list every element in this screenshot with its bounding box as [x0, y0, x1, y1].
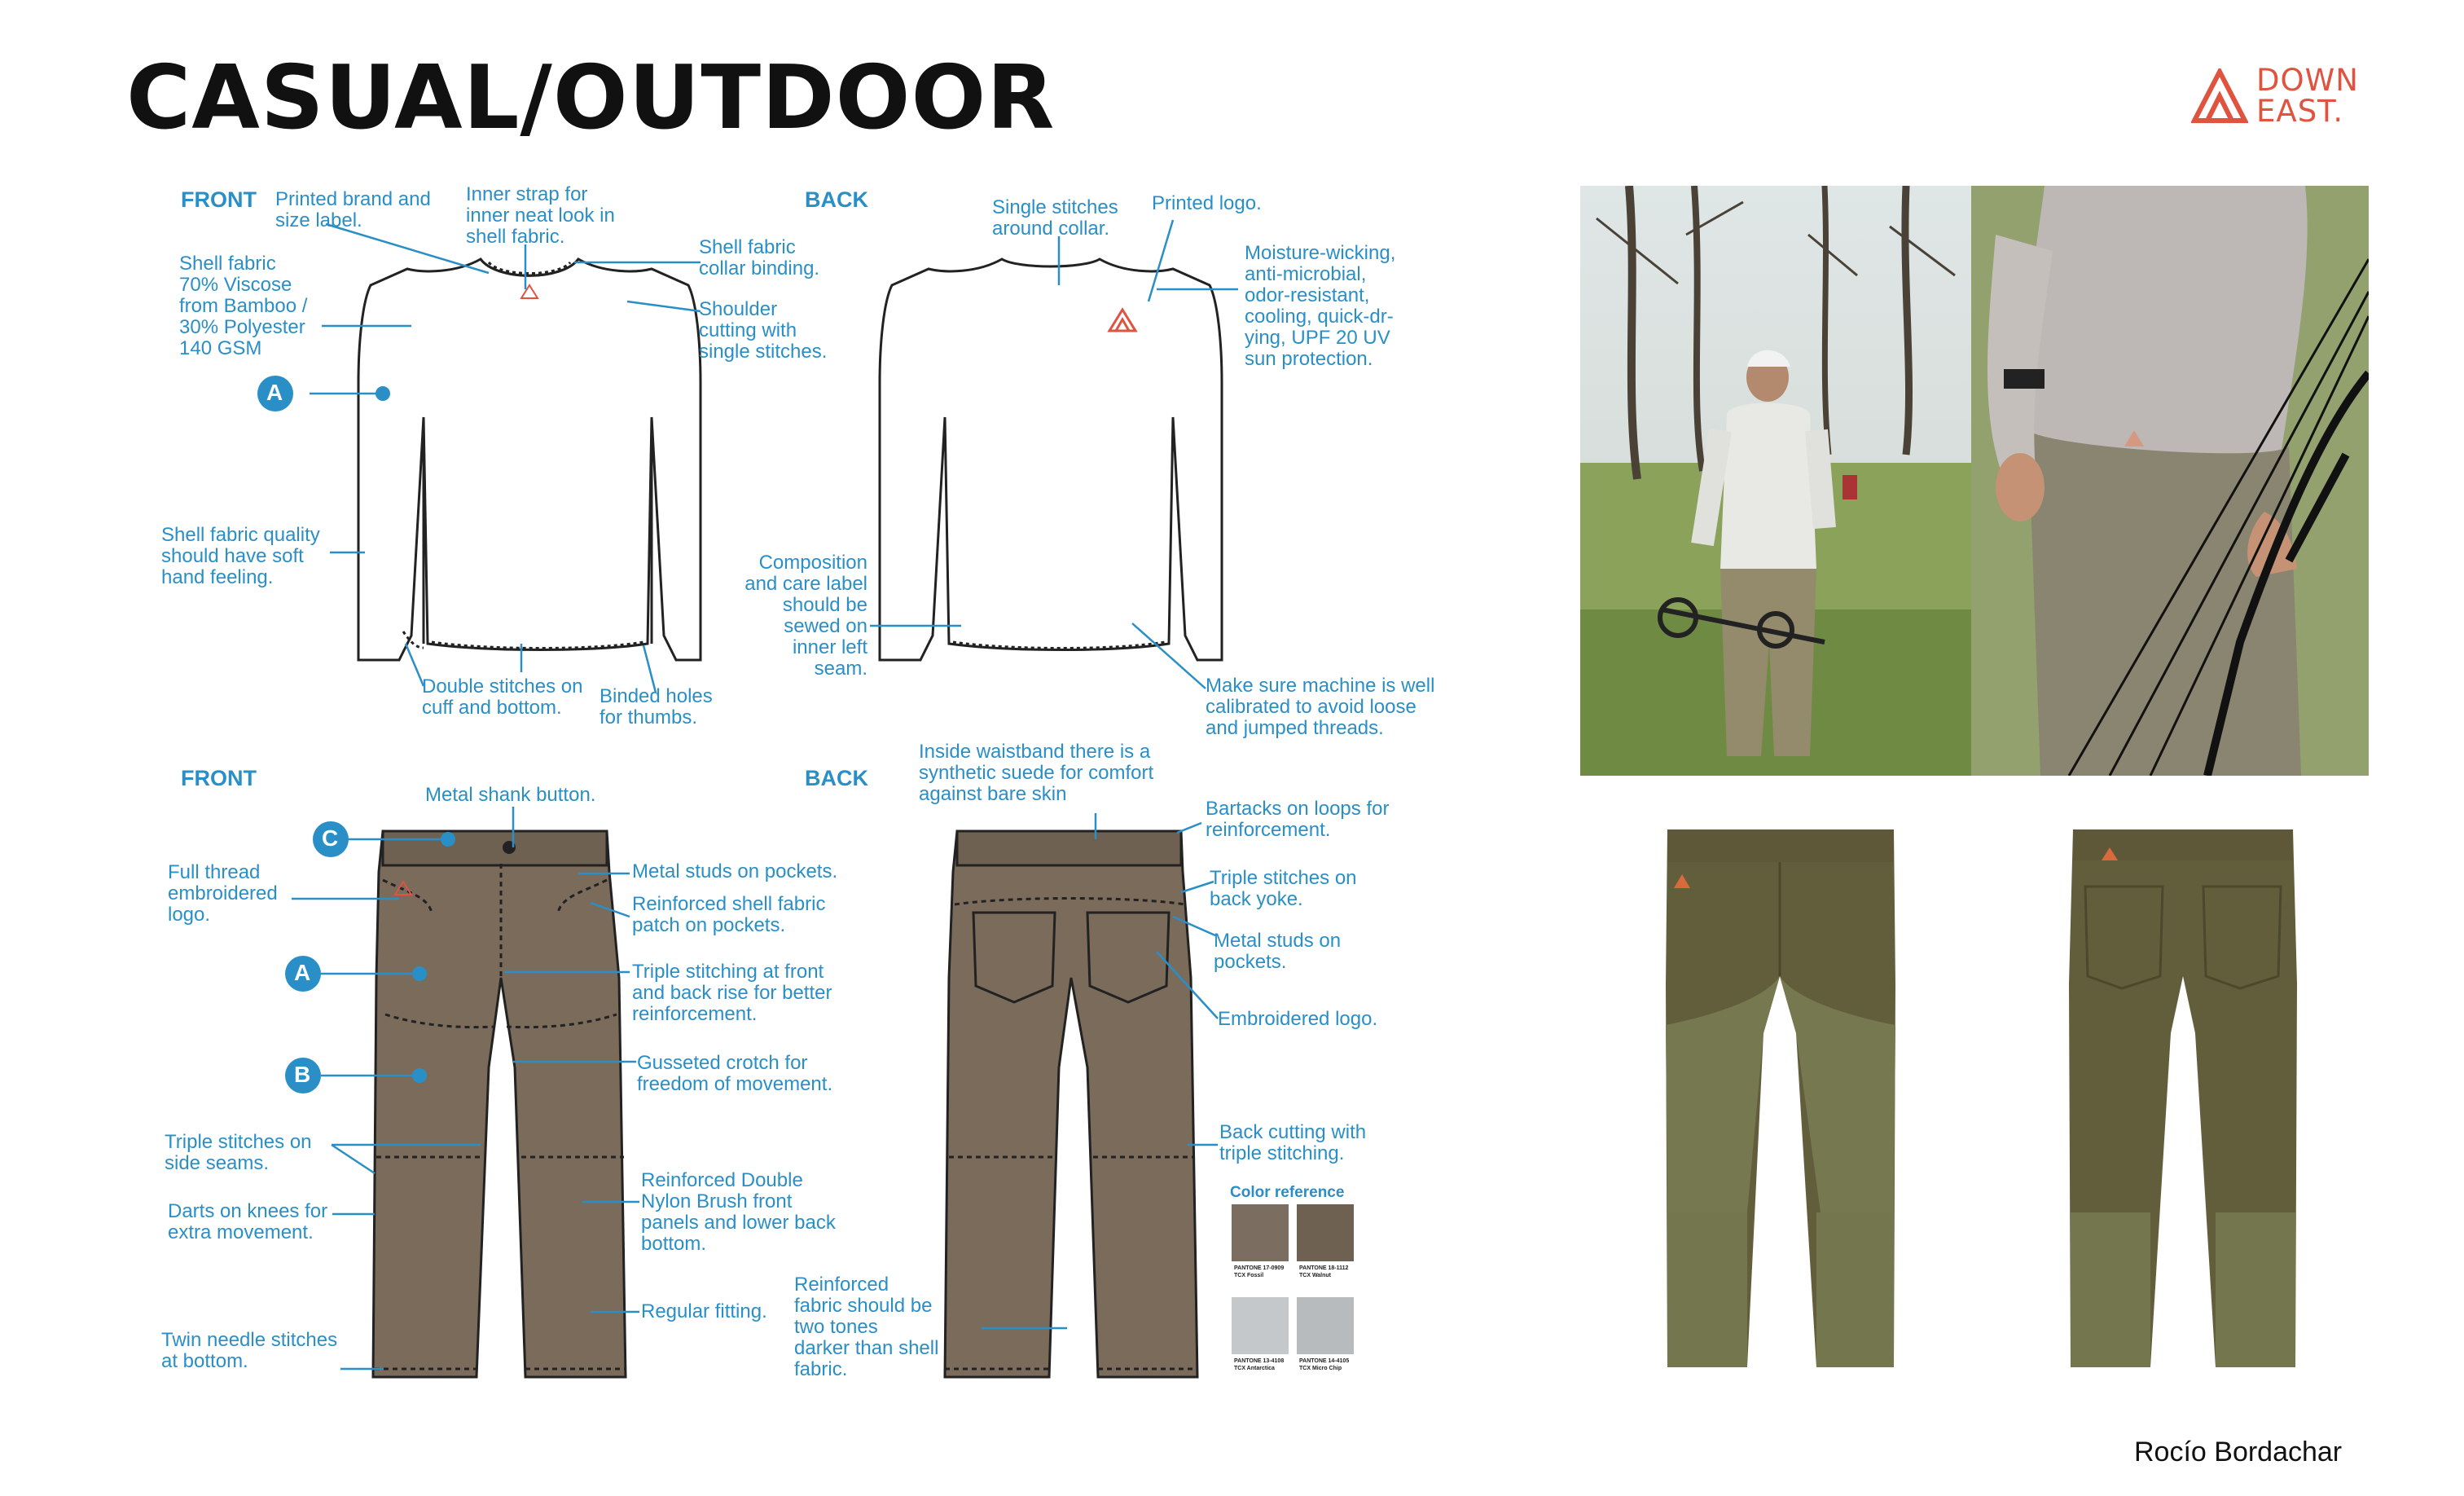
- pants-back-header: BACK: [805, 766, 868, 790]
- swatch-fossil: [1232, 1204, 1289, 1261]
- shirt-front-drawing: [358, 259, 701, 660]
- note-back-cut: Back cutting with triple stitching.: [1219, 1121, 1367, 1164]
- note-inner-strap: Inner strap for inner neat look in shell fabric.: [466, 183, 615, 248]
- note-studs: Metal studs on pockets.: [632, 860, 838, 882]
- photo-archer-field: [1580, 186, 1971, 776]
- note-quality: Shell fabric quality should have soft hand feeling.: [161, 524, 320, 588]
- note-double-stitches: Double stitches on cuff and bottom.: [422, 675, 583, 719]
- swatch-microchip-code: PANTONE 14-4105 TCX Micro Chip: [1297, 1354, 1354, 1391]
- note-regular: Regular fitting.: [641, 1300, 767, 1322]
- note-shell-fabric: Shell fabric 70% Viscose from Bamboo / 30% Polyester 140 GSM: [179, 253, 308, 359]
- note-reinforced-patch: Reinforced shell fabric patch on pockets.: [632, 893, 826, 936]
- pants-front-drawing: [373, 831, 626, 1377]
- shirt-back-header: BACK: [805, 187, 868, 212]
- note-nylon: Reinforced Double Nylon Brush front panels and lower back bottom.: [641, 1169, 836, 1255]
- swatch-antarctica: [1232, 1297, 1289, 1354]
- brand-line1: DOWN: [2256, 63, 2359, 98]
- swatch-antarctica-code: PANTONE 13-4108 TCX Antarctica: [1232, 1354, 1289, 1391]
- swatch-fossil-code: PANTONE 17-0909 TCX Fossil: [1232, 1261, 1289, 1310]
- product-pants-front: [1658, 821, 1902, 1384]
- note-shoulder: Shoulder cutting with single stitches.: [699, 298, 828, 363]
- note-machine: Make sure machine is well calibrated to avoid loose and jumped threads.: [1206, 675, 1435, 739]
- page-title: CASUAL/OUTDOOR: [126, 47, 1056, 149]
- marker-badges: [257, 376, 349, 1093]
- photo-archer-closeup: [1971, 186, 2369, 776]
- note-darker: Reinforced fabric should be two tones darker than shell fabric.: [794, 1274, 939, 1380]
- note-gusset: Gusseted crotch for freedom of movement.: [637, 1052, 833, 1095]
- note-single-collar: Single stitches around collar.: [992, 196, 1118, 240]
- note-back-logo: Embroidered logo.: [1218, 1008, 1378, 1030]
- swatch-microchip: [1297, 1297, 1354, 1354]
- note-thumb-holes: Binded holes for thumbs.: [600, 685, 713, 728]
- marker-a-shirt: A: [266, 380, 283, 405]
- author-name: Rocío Bordachar: [2134, 1437, 2343, 1467]
- note-printed-logo: Printed logo.: [1152, 192, 1262, 214]
- note-back-studs: Metal studs on pockets.: [1214, 930, 1342, 973]
- product-pants-back: [2061, 821, 2305, 1384]
- note-twin: Twin needle stitches at bottom.: [161, 1329, 338, 1372]
- note-composition: Composition and care label should be sewed on inner left seam.: [744, 552, 867, 680]
- brand-line2: EAST.: [2256, 94, 2344, 129]
- swatch-walnut: [1297, 1204, 1354, 1261]
- note-collar-binding: Shell fabric collar binding.: [699, 236, 820, 279]
- marker-a-pants: A: [294, 960, 311, 985]
- note-shank: Metal shank button.: [425, 784, 596, 806]
- marker-c: C: [322, 825, 339, 851]
- swatch-walnut-code: PANTONE 18-1112 TCX Walnut: [1297, 1261, 1354, 1310]
- note-yoke: Triple stitches on back yoke.: [1210, 867, 1357, 910]
- note-bartacks: Bartacks on loops for reinforcement.: [1206, 798, 1390, 841]
- shirt-back-drawing: [880, 259, 1222, 660]
- color-reference-title: Color reference: [1230, 1184, 1345, 1201]
- note-printed-label: Printed brand and size label.: [275, 188, 431, 231]
- note-side-seams: Triple stitches on side seams.: [165, 1131, 312, 1174]
- note-embroidered: Full thread embroidered logo.: [168, 861, 278, 926]
- pants-front-header: FRONT: [181, 766, 257, 790]
- shirt-front-header: FRONT: [181, 187, 257, 212]
- note-darts: Darts on knees for extra movement.: [168, 1200, 328, 1243]
- note-moisture: Moisture-wicking, anti-microbial, odor-resistant, cooling, quick-dr- ying, UPF 20 UV sun protection.: [1245, 242, 1396, 370]
- note-waistband: Inside waistband there is a synthetic suede for comfort against bare skin: [919, 741, 1154, 805]
- marker-b: B: [294, 1062, 311, 1087]
- note-triple-rise: Triple stitching at front and back rise for better reinforcement.: [632, 961, 832, 1025]
- pants-back-drawing: [945, 831, 1197, 1377]
